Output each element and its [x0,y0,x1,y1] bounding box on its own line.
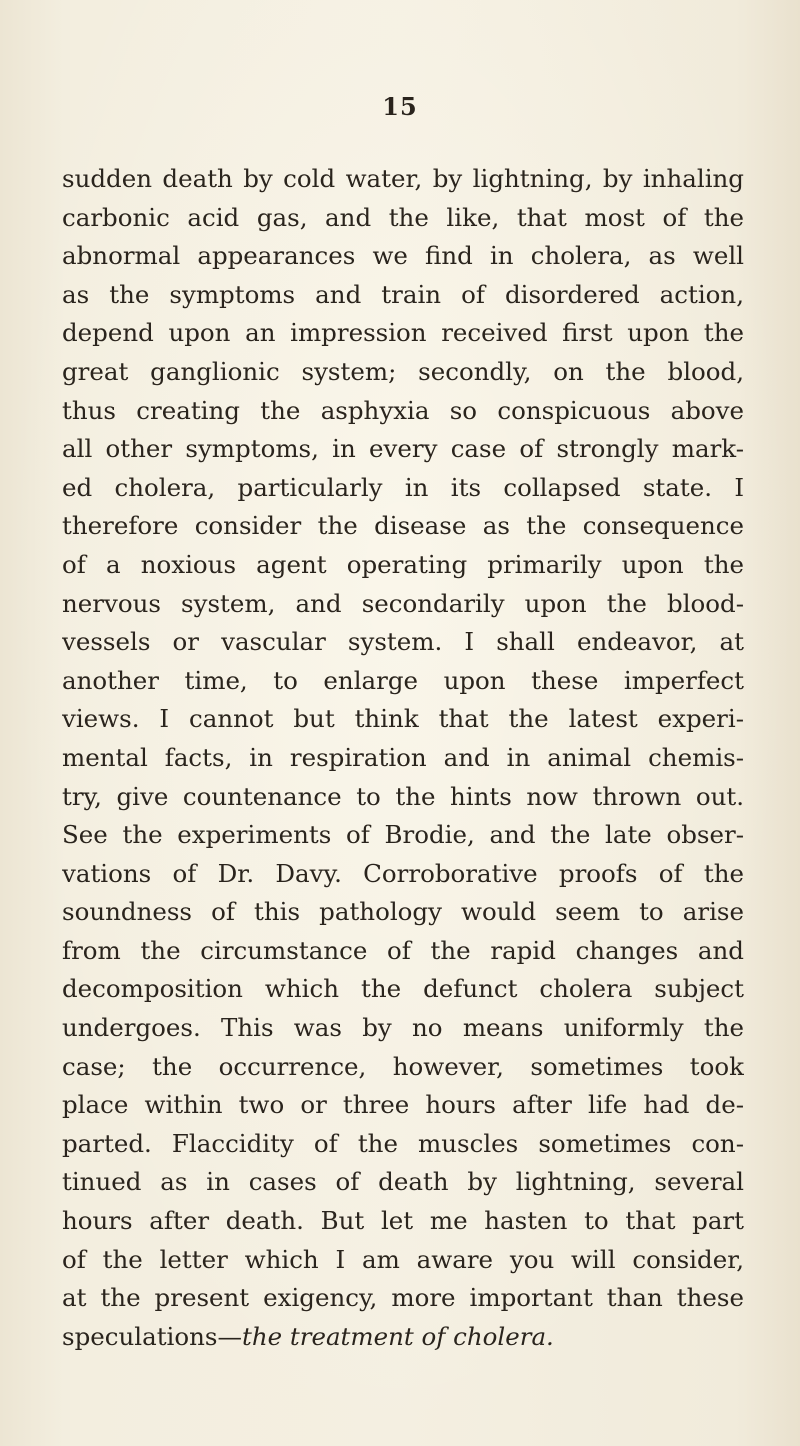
italic-phrase: the treatment of cholera. [241,1321,554,1351]
text-line: try, give countenance to the hints now thrown out. [62,781,744,811]
text-line: vations of Dr. Davy. Corroborative proofs of the [62,858,744,888]
text-line: decomposition which the defunct cholera subject [62,974,744,1004]
text-line: undergoes. This was by no means uniformly the [62,1013,744,1043]
final-text-line [62,1318,744,1357]
text-line: another time, to enlarge upon these imperfect [62,665,744,695]
text-line: views. I cannot but think that the latest experi- [62,704,744,734]
text-line: soundness of this pathology would seem to arise [62,897,744,927]
text-line: hours after death. But let me hasten to that part [62,1206,744,1236]
text-line: from the circumstance of the rapid changes and [62,935,744,965]
text-line: of a noxious agent operating primarily upon the [62,549,744,579]
body-text [62,160,744,1356]
text-line: nervous system, and secondarily upon the blood- [62,588,744,618]
text-line: tinued as in cases of death by lightning, several [62,1167,744,1197]
text-line: great ganglionic system; secondly, on the blood, [62,356,744,386]
text-line: carbonic acid gas, and the like, that most of the [62,202,744,232]
text-line: as the symptoms and train of disordered action, [62,279,744,309]
text-line: parted. Flaccidity of the muscles sometimes con- [62,1128,744,1158]
text-line: at the present exigency, more important than these [62,1283,744,1313]
text-line: mental facts, in respiration and in animal chemis- [62,742,744,772]
text-line: thus creating the asphyxia so conspicuous above [62,395,744,425]
text-line: all other symptoms, in every case of strongly mark- [62,434,744,464]
text-line: abnormal appearances we find in cholera, as well [62,241,744,271]
page-number: 15 [382,92,418,121]
text-line: ed cholera, particularly in its collapsed state. I [62,472,744,502]
text-line: sudden death by cold water, by lightning, by inhaling [62,164,744,193]
text-line: of the letter which I am aware you will consider, [62,1244,744,1274]
text-line: See the experiments of Brodie, and the late obser- [62,820,744,850]
final-line-prefix: speculations— [62,1321,242,1351]
text-line: vessels or vascular system. I shall endeavor, at [62,627,744,657]
text-line: depend upon an impression received first upon the [62,318,744,348]
text-line: place within two or three hours after life had de- [62,1090,744,1120]
text-line: case; the occurrence, however, sometimes took [62,1051,744,1081]
text-line: therefore consider the disease as the consequence [62,511,744,541]
